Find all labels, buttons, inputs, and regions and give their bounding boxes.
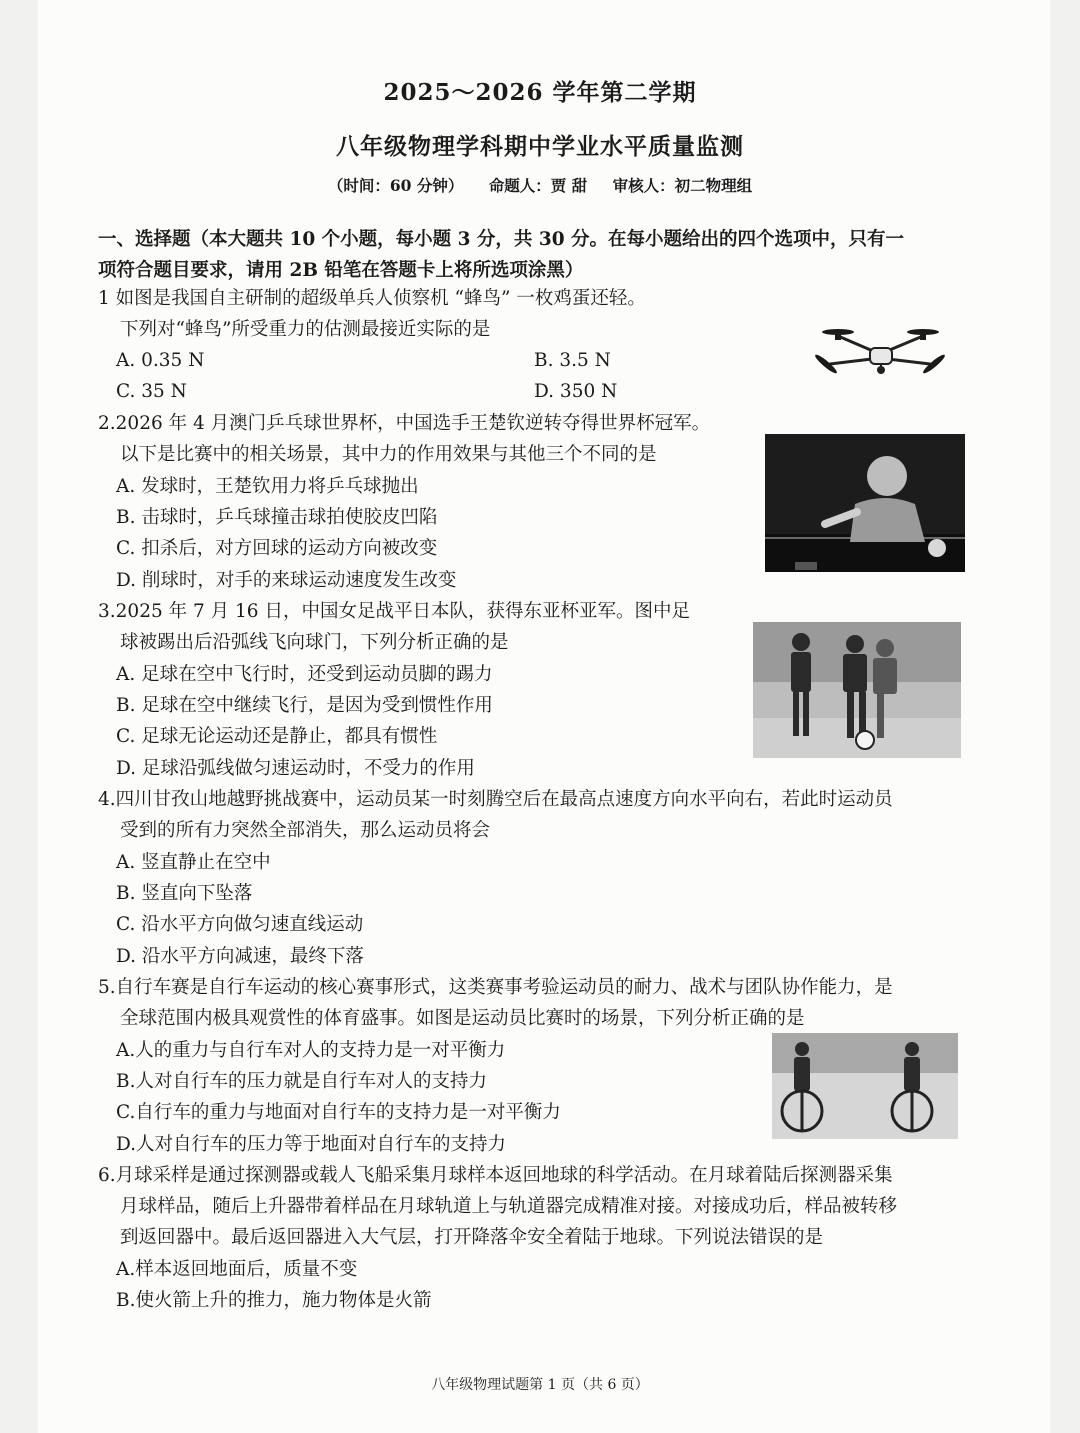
q5-stem-line2: 全球范围内极具观赏性的体育盛事。如图是运动员比赛时的场景，下列分析正确的是 [120, 1008, 805, 1029]
term-title: 2025～2026 学年第二学期 [383, 79, 697, 106]
q3-option-a: A. 足球在空中飞行时，还受到运动员脚的踢力 [116, 664, 493, 685]
q5-option-d: D.人对自行车的压力等于地面对自行车的支持力 [116, 1134, 507, 1155]
cycling-figure [772, 1033, 958, 1139]
q2-option-d: D. 削球时，对手的来球运动速度发生改变 [116, 570, 457, 591]
q2-option-a: A. 发球时，王楚钦用力将乒乓球抛出 [116, 476, 419, 497]
q4-option-c: C. 沿水平方向做匀速直线运动 [116, 914, 364, 935]
exam-meta [0, 174, 1080, 196]
q6-stem-line2: 月球样品，随后上升器带着样品在月球轨道上与轨道器完成精准对接。对接成功后，样品被转移 [120, 1196, 898, 1217]
q1-option-a: A. 0.35 N [116, 350, 205, 371]
q6-option-b: B.使火箭上升的推力，施力物体是火箭 [116, 1290, 432, 1311]
exam-time: （时间：60 分钟） [327, 176, 464, 195]
table-tennis-figure [765, 434, 965, 572]
q1-stem-line1: 1 如图是我国自主研制的超级单兵人侦察机 “蜂鸟” 一枚鸡蛋还轻。 [98, 288, 646, 309]
exam-title: 八年级物理学科期中学业水平质量监测 [336, 133, 744, 160]
exam-reviewer: 审核人：初二物理组 [612, 176, 753, 195]
q3-stem-line2: 球被踢出后沿弧线飞向球门，下列分析正确的是 [120, 632, 509, 653]
q4-stem-line1: 4.四川甘孜山地越野挑战赛中，运动员某一时刻腾空后在最高点速度方向水平向右，若此时运动员 [98, 789, 893, 810]
q5-option-c: C.自行车的重力与地面对自行车的支持力是一对平衡力 [116, 1102, 561, 1123]
q1-option-d: D. 350 N [534, 381, 618, 402]
football-figure [753, 622, 961, 758]
q1-option-b: B. 3.5 N [534, 350, 611, 371]
exam-author: 命题人：贾 甜 [488, 176, 588, 195]
section-heading-line1: 一、选择题（本大题共 10 个小题，每小题 3 分，共 30 分。在每小题给出的四个选项中，只有一 [98, 229, 905, 250]
q6-stem-line3: 到返回器中。最后返回器进入大气层，打开降落伞安全着陆于地球。下列说法错误的是 [120, 1227, 824, 1248]
q1-stem-line2: 下列对“蜂鸟”所受重力的估测最接近实际的是 [120, 319, 491, 340]
q4-option-a: A. 竖直静止在空中 [116, 852, 271, 873]
q5-stem-line1: 5.自行车赛是自行车运动的核心赛事形式，这类赛事考验运动员的耐力、战术与团队协作能力，是 [98, 977, 893, 998]
page-footer: 八年级物理试题第 1 页（共 6 页） [431, 1377, 649, 1393]
q6-option-a: A.样本返回地面后，质量不变 [116, 1259, 358, 1280]
q2-stem-line2: 以下是比赛中的相关场景，其中力的作用效果与其他三个不同的是 [120, 444, 657, 465]
q3-option-d: D. 足球沿弧线做匀速运动时，不受力的作用 [116, 758, 475, 779]
q5-option-a: A.人的重力与自行车对人的支持力是一对平衡力 [116, 1040, 506, 1061]
q4-option-b: B. 竖直向下坠落 [116, 883, 253, 904]
drone-figure [808, 314, 953, 392]
q4-option-d: D. 沿水平方向减速，最终下落 [116, 946, 364, 967]
q3-stem-line1: 3.2025 年 7 月 16 日，中国女足战平日本队，获得东亚杯亚军。图中足 [98, 601, 690, 622]
section-heading-line2: 项符合题目要求，请用 2B 铅笔在答题卡上将所选项涂黑） [98, 260, 584, 281]
q2-option-b: B. 击球时，乒乓球撞击球拍使胶皮凹陷 [116, 507, 438, 528]
q2-option-c: C. 扣杀后，对方回球的运动方向被改变 [116, 538, 438, 559]
q1-option-c: C. 35 N [116, 381, 187, 402]
q6-stem-line1: 6.月球采样是通过探测器或载人飞船采集月球样本返回地球的科学活动。在月球着陆后探测器采集 [98, 1165, 893, 1186]
q5-option-b: B.人对自行车的压力就是自行车对人的支持力 [116, 1071, 487, 1092]
q3-option-c: C. 足球无论运动还是静止，都具有惯性 [116, 726, 438, 747]
q3-option-b: B. 足球在空中继续飞行，是因为受到惯性作用 [116, 695, 493, 716]
q2-stem-line1: 2.2026 年 4 月澳门乒乓球世界杯，中国选手王楚钦逆转夺得世界杯冠军。 [98, 413, 711, 434]
q4-stem-line2: 受到的所有力突然全部消失，那么运动员将会 [120, 820, 491, 841]
